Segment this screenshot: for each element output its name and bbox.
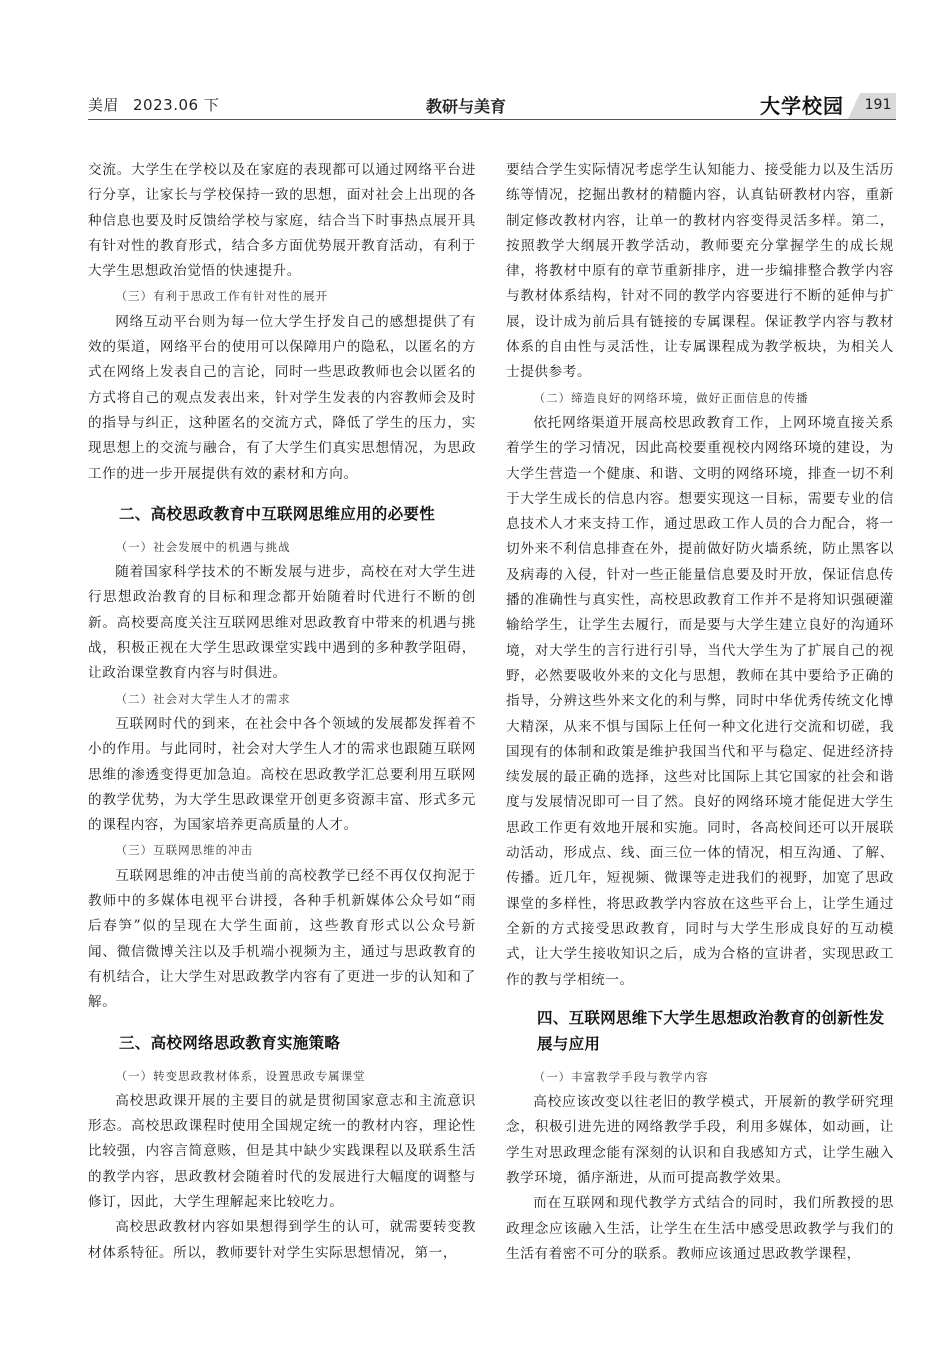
paragraph: 高校思政课开展的主要目的就是贯彻国家意志和主流意识形态。高校思政课程时使用全国规定统一的教材内容，理论性比较强，内容言简意赅，但是其中缺少实践课程以及联系生活的教学内容，思政教材会随着时代的发展进行大幅度的调整与修订，因此，大学生理解起来比较吃力。 [88,1092,476,1210]
brand-title: 大学校园 [760,94,844,118]
page-number: 191 [864,97,892,113]
section-heading: 三、高校网络思政教育实施策略 [119,1033,341,1052]
page-number-tab [848,93,896,119]
paragraph: 交流。大学生在学校以及在家庭的表现都可以通过网络平台进行分享，让家长与学校保持一致的思想，面对社会上出现的各种信息也要及时反馈给学校与家庭，结合当下时事热点展开具有针对性的教育形式，结合多方面优势展开教育活动，有利于大学生思想政治觉悟的快速提升。 [88,162,476,280]
paragraph: 而在互联网和现代教学方式结合的同时，我们所教授的思政理念应该融入生活，让学生在生活中感受思政教学与我们的生活有着密不可分的联系。教师应该通过思政教学课程， [506,1195,894,1262]
paragraph: 高校应该改变以往老旧的教学模式，开展新的教学研究理念，积极引进先进的网络教学手段，利用多媒体，如动画，让学生对思政理念能有深刻的认识和自我感知方式，让学生融入教学环境，循序渐进，从而可提高教学效果。 [506,1094,894,1186]
paragraph: 互联网时代的到来，在社会中各个领域的发展都发挥着不小的作用。与此同时，社会对大学生人才的需求也跟随互联网思维的渗透变得更加急迫。高校在思政教学汇总要利用互联网的教学优势，为大学生思政课堂开创更多资源丰富、形式多元的课程内容，为国家培养更高质量的人才。 [88,715,476,834]
subsection-heading: （一）丰富教学手段与教学内容 [533,1069,709,1084]
subsection-heading: （二）缔造良好的网络环境，做好正面信息的传播 [533,390,809,405]
subsection-heading: （一）社会发展中的机遇与挑战 [115,539,291,554]
paragraph: 互联网思维的冲击使当前的高校教学已经不再仅仅拘泥于教师中的多媒体电视平台讲授，各种手机新媒体公众号如“雨后春笋”似的呈现在大学生面前，这些教育形式以公众号新闻、微信微博关注以及手机端小视频为主，通过与思政教育的有机结合，让大学生对思政教学内容有了更进一步的认知和了解。 [88,867,476,1011]
paragraph: 随着国家科学技术的不断发展与进步，高校在对大学生进行思想政治教育的目标和理念都开始随着时代进行不断的创新。高校要高度关注互联网思维对思政教育中带来的机遇与挑战，积极正视在大学生思政课堂实践中遇到的多种教学阻碍，让政治课堂教育内容与时俱进。 [88,564,476,682]
paragraph: 网络互动平台则为每一位大学生抒发自己的感想提供了有效的渠道，网络平台的使用可以保障用户的隐私，以匿名的方式在网络上发表自己的言论，同时一些思政教师也会以匿名的方式将自己的观点发表出来，针对学生发表的内容教师会及时的指导与纠正，这种匿名的交流方式，降低了学生的压力，实现思想上的交流与融合，有了大学生们真实思想情况，为思政工作的进一步开展提供有效的素材和方向。 [88,313,476,482]
column-title: 教研与美育 [426,97,507,116]
journal-issue [88,94,219,115]
section-heading: 二、高校思政教育中互联网思维应用的必要性 [119,504,436,523]
right-column [506,158,894,1267]
section-heading: 四、互联网思维下大学生思想政治教育的创新性发展与应用 [537,1008,885,1053]
left-column [88,158,476,1266]
subsection-heading: （二）社会对大学生人才的需求 [115,691,291,706]
paragraph: 要结合学生实际情况考虑学生认知能力、接受能力以及生活历练等情况，挖掘出教材的精髓内容，认真钻研教材内容，重新制定修改教材内容，让单一的教材内容变得灵活多样。第二，按照教学大纲展开教学活动，教师要充分掌握学生的成长规律，将教材中原有的章节重新排序，进一步编排整合教学内容与教材体系结构，针对不同的教学内容要进行不断的延伸与扩展，设计成为前后具有链接的专属课程。保证教学内容与教材体系的自由性与灵活性，让专属课程成为教学板块，为相关人士提供参考。 [506,162,894,381]
page-header [0,0,950,125]
header-rule [88,119,896,120]
paragraph: 依托网络渠道开展高校思政教育工作，上网环境直接关系着学生的学习情况，因此高校要重视校内网络环境的建设，为大学生营造一个健康、和谐、文明的网络环境，排查一切不利于大学生成长的信息内容。想要实现这一目标，需要专业的信息技术人才来支持工作，通过思政工作人员的合力配合，将一切外来不利信息排查在外，提前做好防火墙系统，防止黑客以及病毒的入侵，针对一些正能量信息要及时开放，保证信息传播的准确性与真实性，高校思政教育工作并不是将知识强硬灌输给学生，让学生去履行，而是要与大学生建立良好的沟通环境，对大学生的言行进行引导，当代大学生为了扩展自己的视野，必然要吸收外来的文化与思想，教师在其中要给予正确的指导，分辨这些外来文化的利与弊，同时中华优秀传统文化博大精深，从来不惧与国际上任何一种文化进行交流和切磋，我国现有的体制和政策是维护我国当代和平与稳定、促进经济持续发展的最正确的选择，这些对比国际上其它国家的社会和谐度与发展情况即可一目了然。良好的网络环境才能促进大学生思政工作更有效地开展和实施。同时，各高校间还可以开展联动活动，形成点、线、面三位一体的情况，相互沟通、了解、传播。近几年，短视频、微课等走进我们的视野，加宽了思政课堂的多样性，将思政教学内容放在这些平台上，让学生通过全新的方式接受思政教育，同时与大学生形成良好的互动模式，让大学生接收知识之后，成为合格的宣讲者，实现思政工作的教与学相统一。 [506,414,894,988]
subsection-heading: （三）有利于思政工作有针对性的展开 [115,289,329,304]
subsection-heading: （三）互联网思维的冲击 [115,843,254,858]
journal-name: 美眉 [88,96,120,114]
issue-date: 2023.06 下 [133,96,220,114]
subsection-heading: （一）转变思政教材体系，设置思政专属课堂 [115,1068,366,1083]
paragraph: 高校思政教材内容如果想得到学生的认可，就需要转变教材体系特征。所以，教师要针对学生实际思想情况，第一， [88,1219,476,1261]
